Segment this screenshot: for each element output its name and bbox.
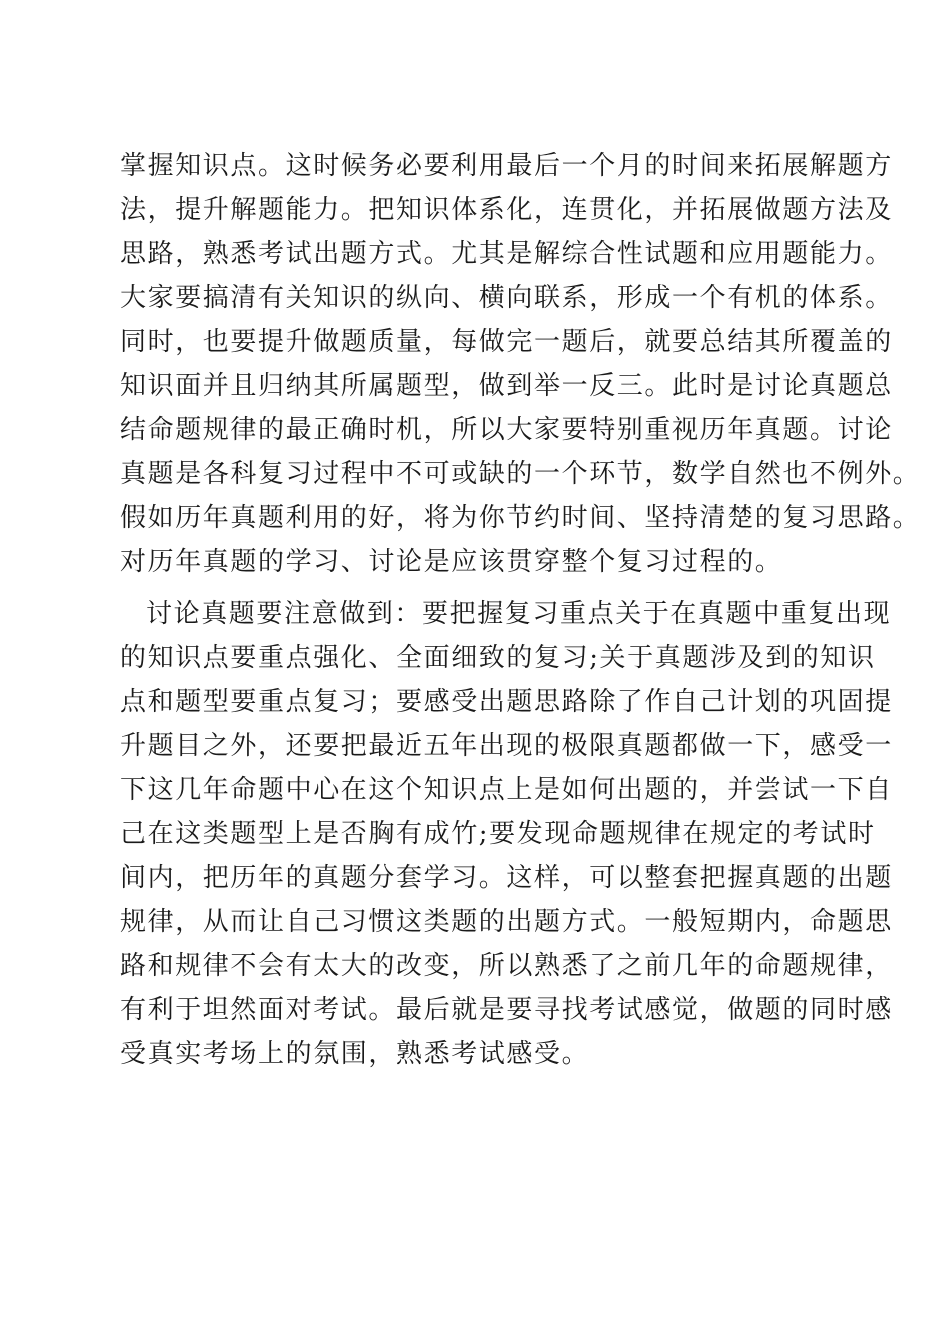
text-line: 点和题型要重点复习；要感受出题思路除了作自己计划的巩固提 — [120, 687, 893, 717]
text-line: 法，提升解题能力。把知识体系化，连贯化，并拓展做题方法及 — [120, 195, 893, 225]
paragraph-2 — [120, 592, 893, 1076]
text-line: 升题目之外，还要把最近五年出现的极限真题都做一下，感受一 — [120, 731, 893, 761]
text-line: 假如历年真题利用的好，将为你节约时间、坚持清楚的复习思路。 — [120, 503, 921, 533]
paragraph-1 — [120, 144, 921, 584]
body-text — [120, 144, 921, 1076]
text-line: 真题是各科复习过程中不可或缺的一个环节，数学自然也不例外。 — [120, 459, 921, 489]
text-line: 间内，把历年的真题分套学习。这样，可以整套把握真题的出题 — [120, 863, 893, 893]
text-line: 己在这类题型上是否胸有成竹;要发现命题规律在规定的考试时 — [120, 819, 876, 849]
text-line: 下这几年命题中心在这个知识点上是如何出题的，并尝试一下自 — [120, 775, 893, 805]
text-line: 的知识点要重点强化、全面细致的复习;关于真题涉及到的知识 — [120, 643, 876, 673]
text-line: 大家要搞清有关知识的纵向、横向联系，形成一个有机的体系。 — [120, 283, 893, 313]
text-line: 对历年真题的学习、讨论是应该贯穿整个复习过程的。 — [120, 547, 783, 577]
text-line: 掌握知识点。这时候务必要利用最后一个月的时间来拓展解题方 — [120, 151, 893, 181]
paragraph-spacer — [120, 584, 850, 592]
text-line: 知识面并且归纳其所属题型，做到举一反三。此时是讨论真题总 — [120, 371, 893, 401]
text-line: 有利于坦然面对考试。最后就是要寻找考试感觉，做题的同时感 — [120, 995, 893, 1025]
text-line: 思路，熟悉考试出题方式。尤其是解综合性试题和应用题能力。 — [120, 239, 893, 269]
text-line: 同时，也要提升做题质量，每做完一题后，就要总结其所覆盖的 — [120, 327, 893, 357]
text-line: 规律，从而让自己习惯这类题的出题方式。一般短期内，命题思 — [120, 907, 893, 937]
text-line: 受真实考场上的氛围，熟悉考试感受。 — [120, 1039, 590, 1069]
text-line-indented: 讨论真题要注意做到：要把握复习重点关于在真题中重复出现 — [146, 599, 892, 629]
text-line: 结命题规律的最正确时机，所以大家要特别重视历年真题。讨论 — [120, 415, 893, 445]
text-line: 路和规律不会有太大的改变，所以熟悉了之前几年的命题规律， — [120, 951, 893, 981]
